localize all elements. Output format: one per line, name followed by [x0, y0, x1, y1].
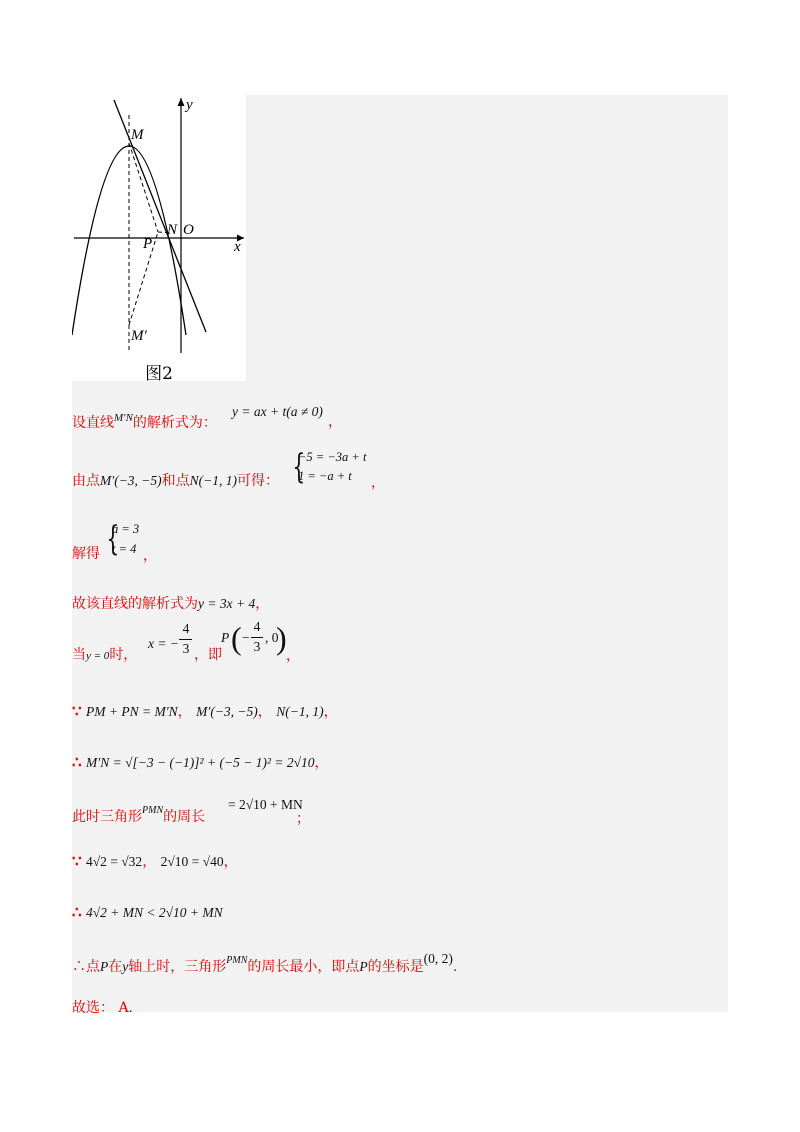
text: 轴上时，三角形	[128, 959, 227, 975]
math-point-mprime: M′(−3, −5)	[196, 704, 258, 719]
text: .	[452, 959, 458, 975]
fraction-denominator: 3	[182, 641, 190, 656]
line-2-end: ，	[371, 475, 385, 491]
text: ，	[314, 755, 329, 771]
math-line-equation: y = 3x + 4	[198, 596, 256, 611]
label-n: N	[167, 222, 178, 238]
text: 的周长最小，即点	[247, 959, 360, 975]
line-8-end: ；	[296, 811, 310, 827]
line-2	[72, 470, 279, 490]
math-y: y	[122, 959, 129, 974]
text: 此时三角形	[72, 809, 142, 825]
label-y: y	[186, 97, 193, 113]
math-distance-equation: M′N = √[−3 − (−1)]² + (−5 − 1)² = 2√10	[86, 755, 315, 770]
text: 的解析式为：	[132, 415, 217, 431]
line-5	[72, 644, 137, 664]
math-eq-1: 4√2 = √32	[86, 854, 143, 869]
parabola-diagram	[72, 95, 246, 357]
math-triangle-pmn: PMN	[142, 805, 164, 816]
because-symbol: ∵	[72, 702, 82, 720]
line-8	[72, 806, 205, 826]
system-1-eq-1: −5 = −3a + t	[298, 450, 367, 464]
math-p: P	[359, 959, 368, 974]
minus-sign: −	[242, 630, 250, 645]
y-axis-arrow-icon	[178, 98, 185, 106]
math-equation: PM + PN = M′N	[86, 704, 178, 719]
label-o: O	[183, 222, 194, 238]
system-2-eq-1: a = 3	[112, 522, 140, 536]
system-2-eq-2: t = 4	[112, 542, 137, 556]
line-1	[72, 412, 217, 432]
brace-icon: {	[292, 447, 306, 487]
text: 在	[108, 959, 123, 975]
text: 设直线	[72, 415, 114, 431]
paren-left-icon: (	[231, 620, 242, 656]
math-inequality: 4√2 + MN < 2√10 + MN	[86, 905, 223, 920]
text: 的周长	[163, 809, 206, 825]
p-fraction-numerator: 4	[253, 619, 261, 634]
text: ，	[223, 854, 238, 870]
label-x: x	[234, 239, 241, 255]
text: 故该直线的解析式为	[72, 596, 198, 612]
brace-icon: {	[106, 519, 120, 559]
figure-caption: 图2	[145, 364, 173, 384]
math-p: P	[100, 959, 109, 974]
p-den-text: 3	[253, 639, 261, 654]
system-1-eq-2: 1 = −a + t	[298, 469, 352, 483]
text: 可得：	[237, 473, 280, 489]
math-point-n: N(−1, 1)	[276, 704, 324, 719]
therefore-symbol: ∴	[72, 753, 82, 771]
fraction-bar	[179, 639, 192, 640]
text: ，	[257, 704, 272, 720]
text: 由点	[72, 473, 100, 489]
math-point-n: N(−1, 1)	[189, 473, 238, 488]
math-condition: y = 0	[86, 650, 110, 662]
text: ，	[323, 704, 338, 720]
line-3: 解得	[72, 546, 100, 562]
therefore-symbol: ∴	[72, 903, 82, 921]
p-comma-zero: , 0	[265, 630, 279, 645]
line-1-equation: y = ax + t(a ≠ 0)	[232, 404, 323, 419]
math-point-mprime: M′(−3, −5)	[100, 473, 162, 488]
line-4	[72, 593, 269, 613]
math-eq-2: 2√10 = √40	[160, 854, 224, 869]
segment-mp	[129, 143, 158, 232]
line-mn	[114, 100, 206, 332]
figure-2	[72, 95, 246, 384]
label-m-prime: M′	[131, 328, 147, 344]
math-perimeter: = 2√10 + MN	[228, 797, 303, 812]
line-1-end: ，	[328, 414, 342, 430]
text: 时，	[109, 647, 138, 663]
line-7	[72, 752, 329, 772]
because-symbol: ∵	[72, 852, 82, 870]
text: 当	[72, 647, 86, 663]
line-5-end: ，	[286, 648, 300, 664]
math-triangle-pmn: PMN	[226, 955, 248, 966]
label-m: M	[131, 127, 144, 143]
text: 和点	[161, 473, 190, 489]
line-3-end: ，	[143, 548, 157, 564]
text: ，	[255, 596, 270, 612]
line-9	[72, 851, 238, 871]
math-x-value: x = −	[148, 636, 179, 651]
line-11	[72, 951, 458, 976]
math-point-answer: (0, 2)	[423, 951, 453, 966]
math-point-p: P	[221, 630, 230, 645]
p-fraction-denominator	[252, 639, 262, 655]
text: ∴点	[72, 959, 100, 975]
line-6	[72, 701, 338, 721]
line-5-mid: ，即	[194, 647, 222, 663]
text: 的坐标是	[367, 959, 424, 975]
p-fraction-bar	[251, 637, 263, 638]
label-p: P	[143, 236, 153, 252]
text: ，	[177, 704, 192, 720]
text: ，	[142, 854, 157, 870]
line-12-answer: 故选： A.	[72, 1000, 134, 1016]
line-10	[72, 903, 223, 921]
paren-right-icon: )	[276, 620, 287, 656]
math-mn: M′N	[114, 412, 133, 424]
fraction-numerator: 4	[182, 621, 190, 636]
